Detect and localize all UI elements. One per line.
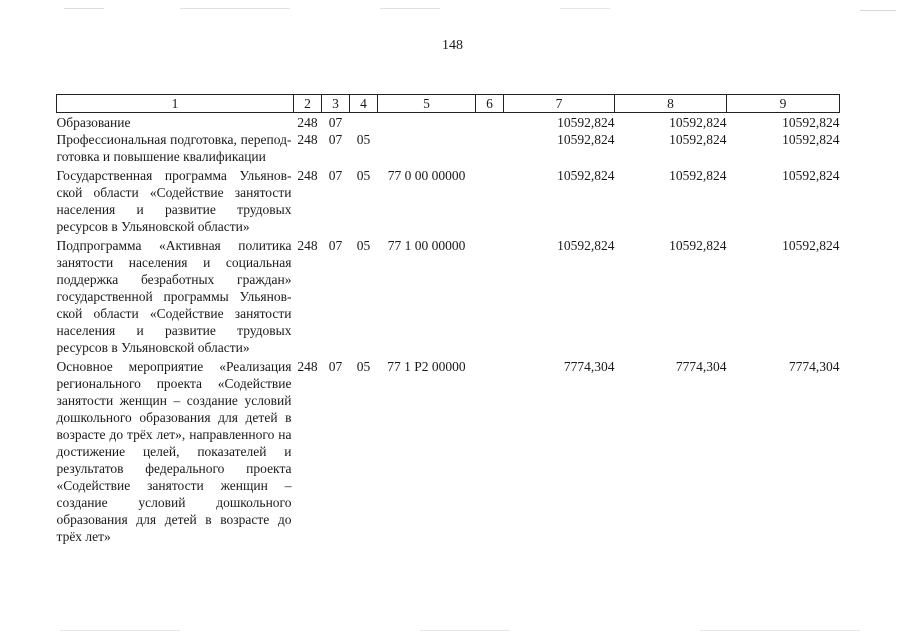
column-header-name: 1	[57, 95, 294, 113]
scan-artifact	[560, 8, 610, 9]
row-subsection	[350, 113, 378, 132]
row-target: 77 1 Р2 00000	[387, 359, 466, 374]
column-header-section: 3	[322, 95, 350, 113]
row-target	[378, 113, 476, 132]
row-target	[378, 131, 476, 165]
scan-artifact	[64, 8, 104, 9]
row-section: 07	[328, 168, 343, 183]
table-row	[57, 113, 840, 132]
row-name: Подпрограмма «Активная политика занятости населения и социальная поддержка безработных граждан» государственной программы Ульяновской области «Содействие занятости населения и развитие трудовых ресурсов в Ульяновской области»	[56, 238, 292, 355]
row-section: 07	[328, 115, 343, 130]
row-amount-1: 10592,824	[557, 168, 615, 183]
row-section: 07	[328, 238, 343, 253]
scan-artifact	[860, 10, 896, 11]
row-amount-1: 7774,304	[563, 359, 615, 374]
column-header-target: 5	[378, 95, 476, 113]
row-ghs: 248	[297, 359, 318, 374]
row-amount-2: 10592,824	[669, 168, 727, 183]
row-amount-3: 10592,824	[782, 132, 840, 147]
table-body	[57, 113, 840, 546]
table-row	[57, 356, 840, 545]
row-expense-type	[476, 356, 504, 545]
row-section: 07	[328, 132, 343, 147]
table-header	[57, 95, 840, 113]
scan-artifact	[380, 8, 440, 9]
table-row	[57, 235, 840, 356]
table-row	[57, 131, 840, 165]
row-ghs: 248	[297, 238, 318, 253]
row-amount-3: 10592,824	[782, 115, 840, 130]
row-amount-3: 10592,824	[782, 168, 840, 183]
row-amount-1: 10592,824	[557, 238, 615, 253]
row-name: Образование	[56, 115, 131, 130]
row-target: 77 0 00 00000	[387, 168, 466, 183]
scan-artifact	[700, 630, 860, 631]
scan-artifact	[420, 630, 510, 631]
row-expense-type	[476, 131, 504, 165]
column-header-amount-1: 7	[504, 95, 615, 113]
column-header-expense-type: 6	[476, 95, 504, 113]
row-amount-2: 10592,824	[669, 115, 727, 130]
row-expense-type	[476, 113, 504, 132]
row-name: Государственная программа Ульяновской области «Содействие занятости населения и развитие трудовых ресурсов в Ульяновской области»	[56, 168, 292, 234]
scan-artifact	[60, 630, 180, 631]
column-header-amount-2: 8	[615, 95, 727, 113]
row-subsection: 05	[356, 238, 371, 253]
row-amount-3: 10592,824	[782, 238, 840, 253]
column-header-amount-3: 9	[727, 95, 840, 113]
table-row	[57, 165, 840, 235]
row-amount-2: 10592,824	[669, 132, 727, 147]
scan-artifact	[180, 8, 290, 9]
row-name: Основное мероприятие «Реализация регионального проекта «Содействие занятости женщин – создание условий дошкольного образования для детей в возрасте до трёх лет», направленного на достижение целей, показателей и результатов федерального проекта «Содействие занятости женщин – создание условий дошкольного образования для детей в возрасте до трёх лет»	[56, 359, 292, 544]
budget-table	[56, 94, 840, 545]
row-name: Профессиональная подготовка, переподготовка и повышение квалификации	[56, 132, 292, 164]
row-ghs: 248	[297, 168, 318, 183]
row-subsection: 05	[356, 132, 371, 147]
row-subsection: 05	[356, 359, 371, 374]
row-amount-3: 7774,304	[788, 359, 840, 374]
row-expense-type	[476, 165, 504, 235]
row-ghs: 248	[297, 132, 318, 147]
row-amount-1: 10592,824	[557, 115, 615, 130]
column-header-subsection: 4	[350, 95, 378, 113]
row-amount-2: 10592,824	[669, 238, 727, 253]
header-row	[57, 95, 840, 113]
row-expense-type	[476, 235, 504, 356]
row-ghs: 248	[297, 115, 318, 130]
row-section: 07	[328, 359, 343, 374]
column-header-ghs: 2	[294, 95, 322, 113]
row-amount-1: 10592,824	[557, 132, 615, 147]
row-target: 77 1 00 00000	[387, 238, 466, 253]
page-number: 148	[442, 38, 463, 53]
row-amount-2: 7774,304	[675, 359, 727, 374]
row-subsection: 05	[356, 168, 371, 183]
